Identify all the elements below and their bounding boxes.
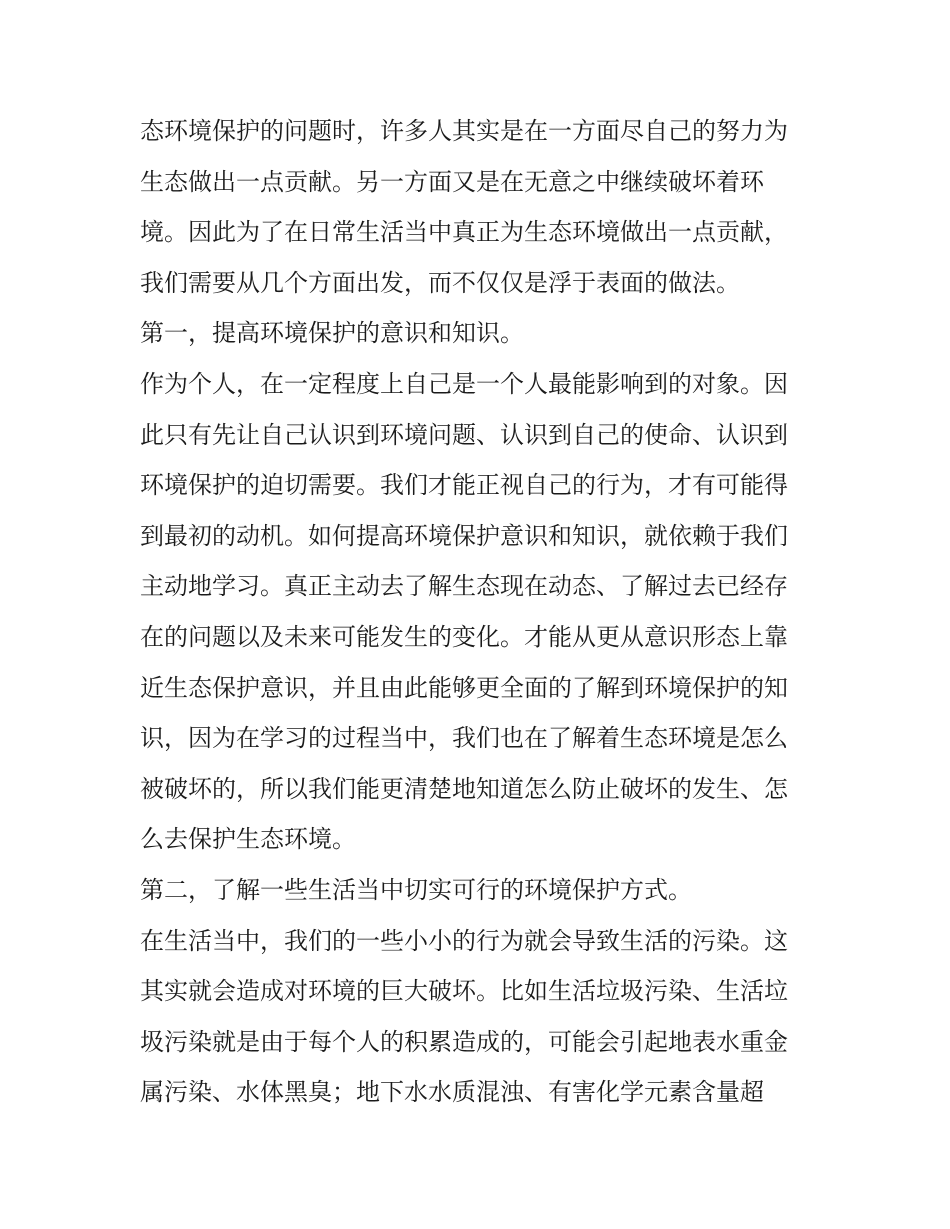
text-line: 在生活当中，我们的一些小小的行为就会导致生活的污染。这 xyxy=(140,926,788,955)
text-line: 作为个人，在一定程度上自己是一个人最能影响到的对象。因 xyxy=(140,369,788,398)
section-heading-2: 第二，了解一些生活当中切实可行的环境保护方式。 xyxy=(140,875,692,904)
text-line: 态环境保护的问题时，许多人其实是在一方面尽自己的努力为 xyxy=(140,117,788,145)
text-line: 识，因为在学习的过程当中，我们也在了解着生态环境是怎么 xyxy=(140,724,788,753)
text-line: 到最初的动机。如何提高环境保护意识和知识，就依赖于我们 xyxy=(140,521,788,550)
section-heading-1: 第一，提高环境保护的意识和知识。 xyxy=(140,319,524,348)
text-line: 主动地学习。真正主动去了解生态现在动态、了解过去已经存 xyxy=(140,572,788,601)
text-line: 环境保护的迫切需要。我们才能正视自己的行为，才有可能得 xyxy=(140,471,788,500)
text-line: 么去保护生态环境。 xyxy=(140,825,356,854)
text-line: 在的问题以及未来可能发生的变化。才能从更从意识形态上靠 xyxy=(140,622,788,651)
text-line: 被破坏的，所以我们能更清楚地知道怎么防止破坏的发生、怎 xyxy=(140,774,788,803)
text-line: 属污染、水体黑臭；地下水水质混浊、有害化学元素含量超 xyxy=(140,1078,764,1107)
text-line: 其实就会造成对环境的巨大破坏。比如生活垃圾污染、生活垃 xyxy=(140,977,788,1006)
text-line: 境。因此为了在日常生活当中真正为生态环境做出一点贡献， xyxy=(140,218,788,247)
body-text xyxy=(140,106,820,1118)
text-line: 此只有先让自己认识到环境问题、认识到自己的使命、认识到 xyxy=(140,420,788,449)
text-line: 我们需要从几个方面出发，而不仅仅是浮于表面的做法。 xyxy=(140,268,740,297)
text-line: 圾污染就是由于每个人的积累造成的，可能会引起地表水重金 xyxy=(140,1027,788,1056)
text-line: 近生态保护意识，并且由此能够更全面的了解到环境保护的知 xyxy=(140,673,788,702)
text-line: 生态做出一点贡献。另一方面又是在无意之中继续破坏着环 xyxy=(140,167,764,196)
